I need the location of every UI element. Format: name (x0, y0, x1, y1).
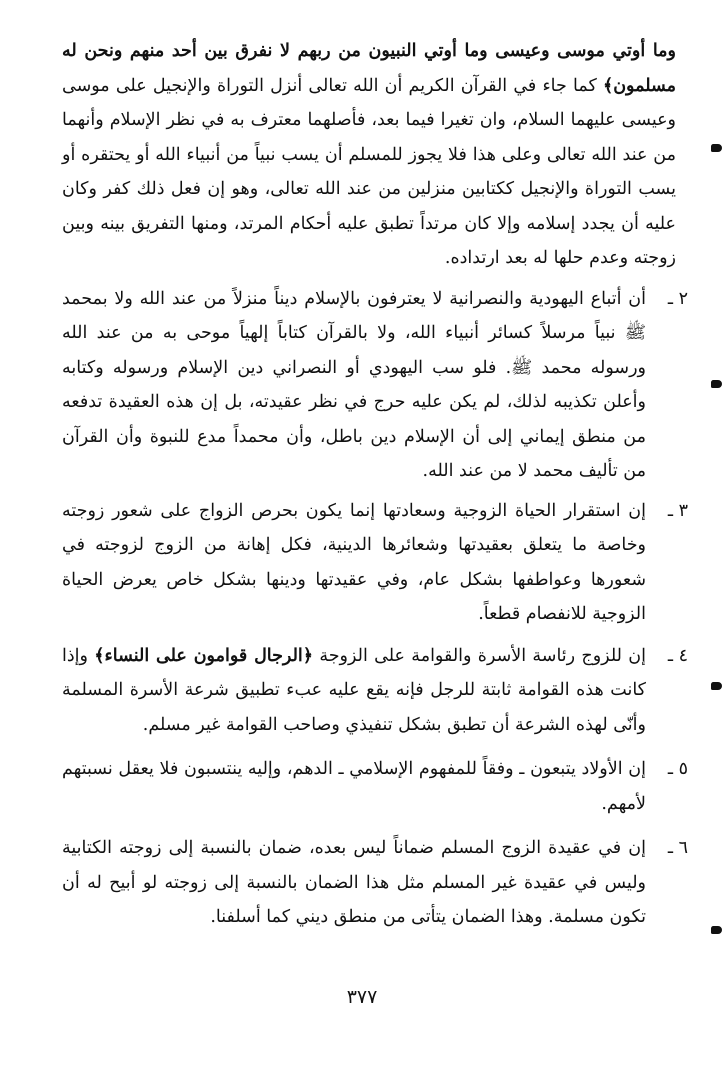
item-text-2: أن أتباع اليهودية والنصرانية لا يعترفون بالإسلام ديناً منزلاً من عند الله ولا بمحمد ﷺ نبياً مرسلاً كسائر أنبياء الله، ولا بالقرآن كتاباً إلهياً موحى به من عند الله ورسوله محمد ﷺ. فلو سب اليهودي أو النصراني دين الإسلام ورسوله وكتابه وأعلن تكذيبه لذلك، لم يكن عليه حرج في نظر عقيدته، بل إن هذه العقيدة تدفعه من منطق إيماني إلى أن الإسلام دين باطل، وأن محمداً مدع للنبوة وأن القرآن من تأليف محمد لا من عند الله. (62, 288, 646, 481)
quran-verse-bold: وما أوتي موسى وعيسى وما أوتي النبيون من ربهم لا نفرق بين أحد منهم ونحن له مسلمون﴾ (62, 41, 676, 96)
list-item-5 (62, 752, 688, 821)
margin-mark (711, 682, 722, 690)
list-item-4 (62, 639, 688, 743)
item-4-text-after: وإذا كانت هذه القوامة ثابتة للرجل فإنه يقع عليه عبء تطبيق شرعة الأسرة المسلمة وأنّى لهذه الشرعة أن تطبق بشكل تنفيذي وصاحب القوامة غير مسلم. (62, 645, 646, 735)
item-text-4 (62, 639, 646, 743)
item-number-6: ٦ ـ (667, 838, 688, 858)
page-content (62, 34, 688, 935)
intro-text: كما جاء في القرآن الكريم أن الله تعالى أنزل التوراة والإنجيل على موسى وعيسى عليهما السلام، وان تغيرا فيما بعد، فأصلهما معترف به في نظر الإسلام وأنهما من عند الله تعالى وعلى هذا فلا يجوز للمسلم أن يسب نبياً من أنبياء الله أو يحتقره أو يسب التوراة والإنجيل ككتابين منزلين من عند الله تعالى، وهو إن فعل ذلك كفر وكان عليه أن يجدد إسلامه وإلا كان مرتداً تطبق عليه أحكام المرتد، ومنها التفريق بينه وبين زوجته وعدم حلها له بعد ارتداده. (62, 75, 676, 268)
intro-paragraph (62, 34, 676, 276)
item-text-6: إن في عقيدة الزوج المسلم ضماناً ليس بعده، ضمان بالنسبة إلى زوجته الكتابية وليس في عقيدة غير المسلم مثل هذا الضمان بالنسبة إلى زوجته لو أبيح له أن تكون مسلمة. وهذا الضمان يتأتى من منطق ديني كما أسلفنا. (62, 838, 646, 927)
item-number-4: ٤ ـ (667, 645, 688, 666)
item-number-3: ٣ ـ (667, 500, 688, 521)
list-item-6 (62, 831, 688, 935)
margin-mark (711, 380, 722, 388)
list-item-2 (62, 282, 688, 489)
item-4-verse-bold: ﴿الرجال قوامون على النساء﴾ (94, 645, 314, 666)
item-text-5: إن الأولاد يتبعون ـ وفقاً للمفهوم الإسلامي ـ الدهم، وإليه ينتسبون فلا يعقل نسبتهم لأمهم. (62, 759, 646, 814)
list-item-3 (62, 494, 688, 632)
item-number-2: ٢ ـ (667, 288, 688, 309)
item-4-text-before: إن للزوج رئاسة الأسرة والقوامة على الزوجة (313, 645, 646, 666)
margin-mark (711, 144, 722, 152)
page-number: ٣٧٧ (346, 986, 378, 1008)
margin-mark (711, 926, 722, 934)
item-text-3: إن استقرار الحياة الزوجية وسعادتها إنما يكون بحرص الزواج على شعور زوجته وخاصة ما يتعلق بعقيدتها وشعائرها الدينية، فكل إهانة من الزوج لزوجته في شعورها وعواطفها بشكل عام، وفي عقيدتها ودينها بشكل خاص يعرض الحياة الزوجية للانفصام قطعاً. (62, 500, 646, 624)
item-number-5: ٥ ـ (667, 759, 688, 779)
